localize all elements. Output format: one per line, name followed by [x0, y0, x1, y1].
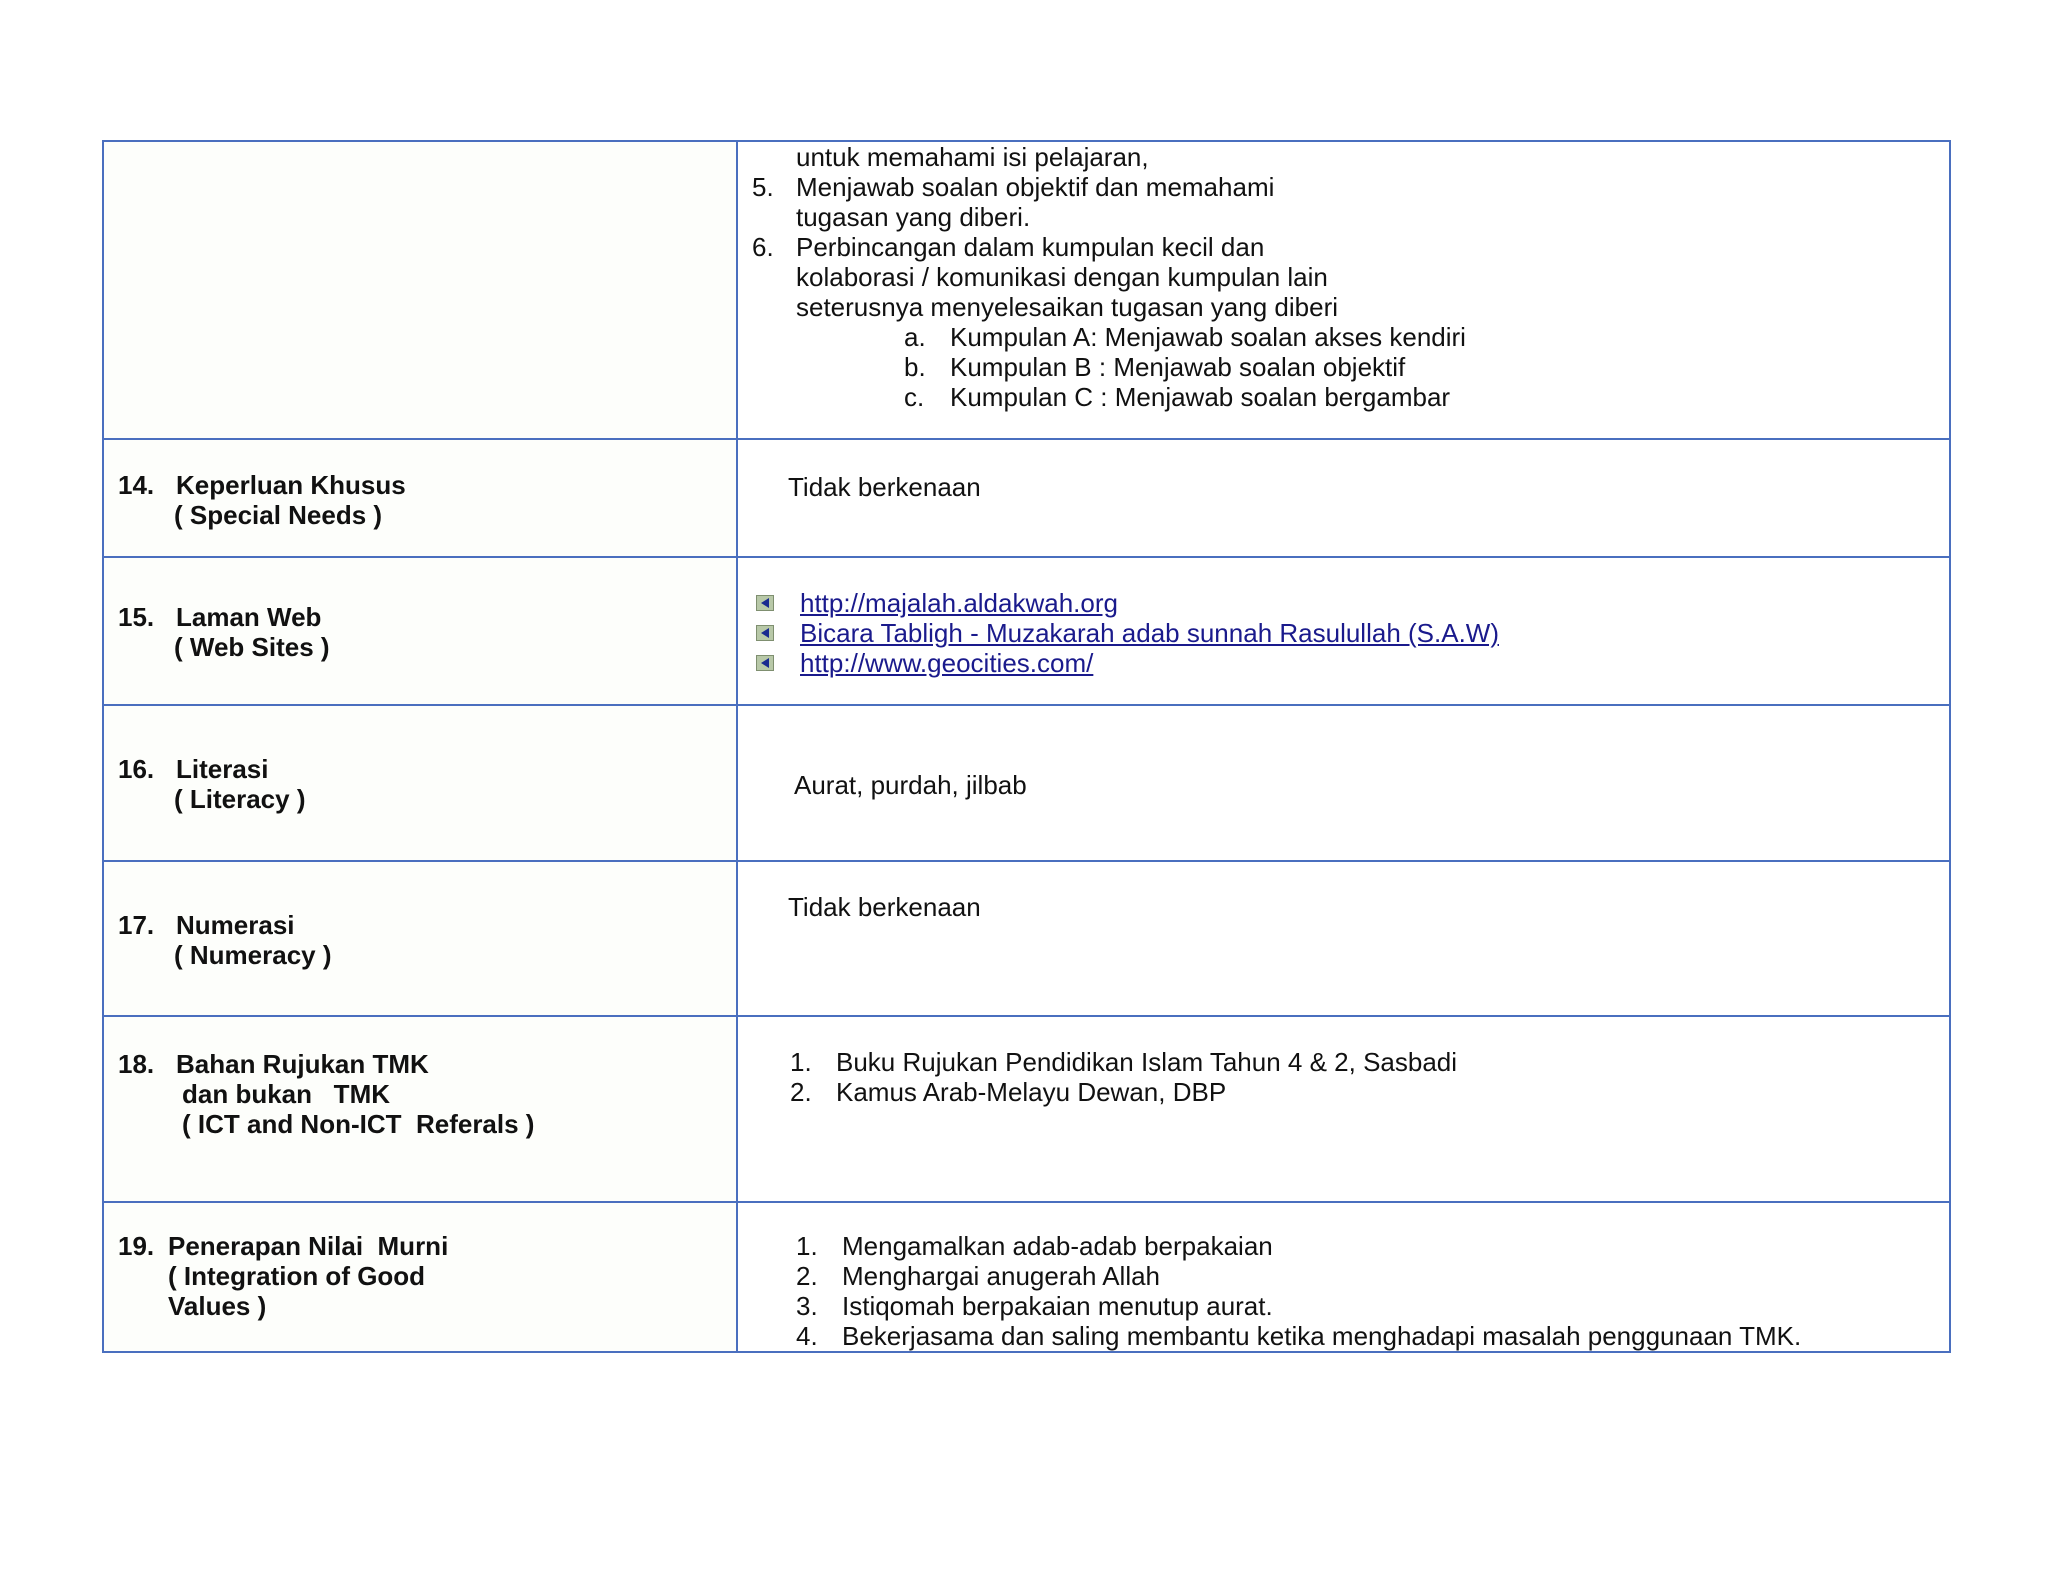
content-cell-references — [737, 1016, 1950, 1202]
row-subtitle-line2: Values ) — [168, 1291, 267, 1321]
link-list — [738, 558, 1949, 678]
table-row — [103, 1016, 1950, 1202]
row-subtitle: ( Web Sites ) — [174, 632, 330, 662]
list-item: 4. Bekerjasama dan saling membantu ketika menghadapi masalah penggunaan TMK. — [796, 1321, 1802, 1351]
arrow-bullet-icon — [756, 655, 774, 671]
list-item: 1. Mengamalkan adab-adab berpakaian — [796, 1231, 1273, 1261]
link-bicara-tabligh[interactable]: Bicara Tabligh - Muzakarah adab sunnah Rasulullah (S.A.W) — [800, 618, 1499, 648]
row-title: Laman Web — [176, 602, 322, 632]
row-subtitle: ( Numeracy ) — [174, 940, 332, 970]
label-cell-references: 18. Bahan Rujukan TMK dan bukan TMK ( ICT and Non-ICT Referals ) — [103, 1016, 737, 1202]
content-cell-numeracy: Tidak berkenaan — [737, 861, 1950, 1016]
table-row — [103, 557, 1950, 705]
row-subtitle: ( Literacy ) — [174, 784, 306, 814]
list-item: 6. Perbincangan dalam kumpulan kecil dan kolaborasi / komunikasi dengan kumpulan lain seterusnya menyelesaikan tugasan yang diberi — [752, 232, 1339, 322]
label-cell-special-needs: 14. Keperluan Khusus ( Special Needs ) — [103, 439, 737, 557]
lesson-plan-table — [102, 140, 1951, 1353]
table-row — [103, 141, 1950, 439]
table-row — [103, 439, 1950, 557]
table-row — [103, 861, 1950, 1016]
label-cell-values: 19. Penerapan Nilai Murni ( Integration of Good Values ) — [103, 1202, 737, 1352]
list-item — [756, 618, 1949, 648]
row-subtitle: ( Special Needs ) — [174, 500, 383, 530]
content-cell-literacy: Aurat, purdah, jilbab — [737, 705, 1950, 861]
table-row — [103, 1202, 1950, 1352]
list-item: 3. Istiqomah berpakaian menutup aurat. — [796, 1291, 1273, 1321]
label-cell-numeracy: 17. Numerasi ( Numeracy ) — [103, 861, 737, 1016]
link-geocities[interactable]: http://www.geocities.com/ — [800, 648, 1094, 678]
list-item: 2. Kamus Arab-Melayu Dewan, DBP — [790, 1077, 1227, 1107]
row-title: Bahan Rujukan TMK — [176, 1049, 429, 1079]
sub-list-item: c. Kumpulan C : Menjawab soalan bergambar — [904, 382, 1451, 412]
sub-list-item: b. Kumpulan B : Menjawab soalan objektif — [904, 352, 1406, 382]
content-cell-activities — [737, 141, 1950, 439]
row-title: Keperluan Khusus — [176, 470, 406, 500]
content-cell-web-sites — [737, 557, 1950, 705]
list-item: 5. Menjawab soalan objektif dan memahami tugasan yang diberi. — [752, 172, 1275, 232]
row-subtitle: ( ICT and Non-ICT Referals ) — [182, 1109, 535, 1139]
row-title: Penerapan Nilai Murni — [168, 1231, 449, 1261]
row-title-line2: dan bukan TMK — [182, 1079, 390, 1109]
list-item: 2. Menghargai anugerah Allah — [796, 1261, 1161, 1291]
label-cell-empty — [103, 141, 737, 439]
content-cell-special-needs: Tidak berkenaan — [737, 439, 1950, 557]
list-item — [756, 588, 1949, 618]
sub-list — [752, 322, 1949, 412]
list-item — [756, 648, 1949, 678]
label-cell-web-sites: 15. Laman Web ( Web Sites ) — [103, 557, 737, 705]
table-row — [103, 705, 1950, 861]
list-item: 1. Buku Rujukan Pendidikan Islam Tahun 4 & 2, Sasbadi — [790, 1047, 1458, 1077]
link-aldakwah[interactable]: http://majalah.aldakwah.org — [800, 588, 1118, 618]
row-title: Numerasi — [176, 910, 295, 940]
reference-list — [738, 1017, 1949, 1107]
arrow-bullet-icon — [756, 595, 774, 611]
row-subtitle-line1: ( Integration of Good — [168, 1261, 426, 1291]
sub-list-item: a. Kumpulan A: Menjawab soalan akses kendiri — [904, 322, 1466, 352]
content-cell-values — [737, 1202, 1950, 1352]
values-list — [738, 1203, 1949, 1351]
arrow-bullet-icon — [756, 625, 774, 641]
continuation-text: untuk memahami isi pelajaran, — [796, 142, 1149, 172]
row-title: Literasi — [176, 754, 269, 784]
label-cell-literacy: 16. Literasi ( Literacy ) — [103, 705, 737, 861]
